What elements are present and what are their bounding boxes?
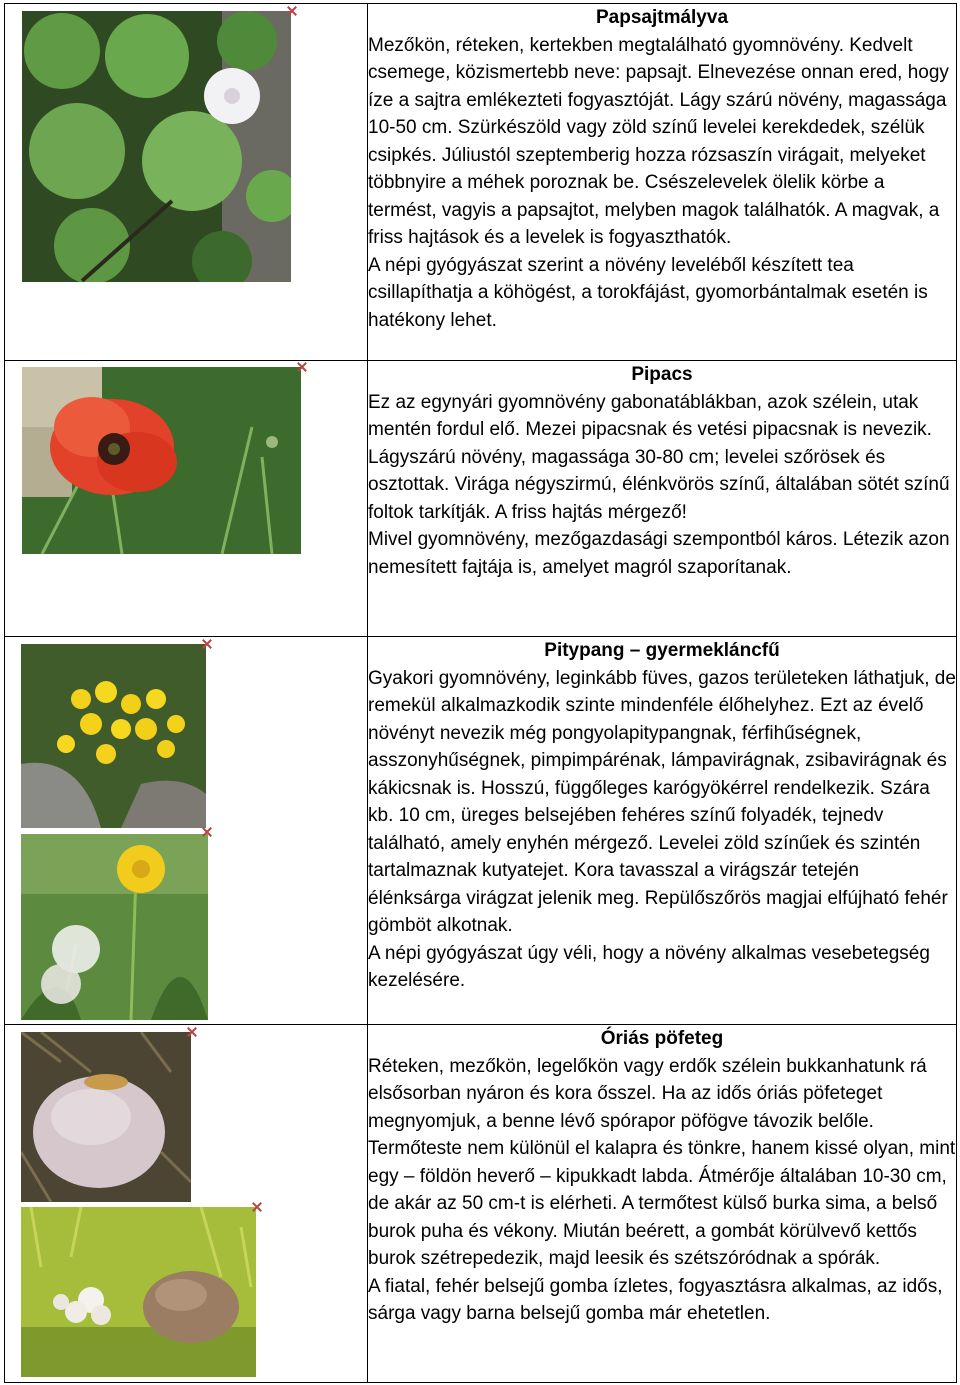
image-marker-icon xyxy=(297,362,307,372)
image-marker-icon xyxy=(202,827,212,837)
table-row xyxy=(5,1025,957,1383)
text-cell xyxy=(368,361,957,637)
section-title: Óriás pöfeteg xyxy=(600,1028,724,1049)
image-marker-icon xyxy=(252,1202,262,1212)
poppy-photo xyxy=(22,367,301,554)
image-cell xyxy=(5,637,368,1025)
text-cell xyxy=(368,1025,957,1383)
text-cell xyxy=(368,4,957,361)
image-cell xyxy=(5,361,368,637)
table-row xyxy=(5,637,957,1025)
image-marker-icon xyxy=(287,6,297,16)
image-cell xyxy=(5,4,368,361)
section-paragraph: Ez az egynyári gyomnövény gabonatáblákban, azok szélein, utak mentén fordul elő. Mezei pipacsnak és vetési pipacsnak is nevezik. xyxy=(368,391,932,440)
section-title: Pitypang – gyermekláncfű xyxy=(544,640,780,661)
section-paragraph: Mivel gyomnövény, mezőgazdasági szempontból káros. Létezik azon nemesített fajtája is, amelyet magról szaporítanak. xyxy=(368,529,950,578)
section-paragraph: Termőteste nem különül el kalapra és tönkre, hanem kissé olyan, mint egy – földön heverő – kipukkadt labda. Átmérője általában 10-30 cm, de akár az 50 cm-t is elérheti. A termőtest külső burka sima, a belső burok puha és vékony. Miután beérett, a gombát körülvevő kettős burok szétrepedezik, majd leesik és szétszóródnak a spórák. xyxy=(368,1138,956,1269)
section-paragraph: Gyakori gyomnövény, leginkább füves, gazos területeken láthatjuk, de remekül alkalmazkodik szinte mindenféle élőhelyhez. Ezt az évelő növényt nevezik még pongyolapitypangnak, férfihűségnek, asszonyhűségnek, pimpimpárénak, lámpavirágnak, zsibavirágnak és kákicsnak is. Hosszú, függőleges karógyökérrel rendelkezik. Szára kb. 10 cm, üreges belsejében fehéres színű folyadék, tejnedv található, amely enyhén mérgező. Levelei zöld színűek és szintén tartalmaznak kutyatejet. Kora tavasszal a virágszár tetején élénksárga virágzat jelenik meg. Repülőszőrös magjai elfújható fehér gömböt alkotnak. xyxy=(368,667,956,936)
table-row xyxy=(5,361,957,637)
puffball-photo xyxy=(21,1032,191,1202)
section-title: Pipacs xyxy=(631,364,693,385)
section-paragraph: Mezőkön, réteken, kertekben megtalálható gyomnövény. Kedvelt csemege, közismertebb neve: papsajt. Elnevezése onnan ered, hogy íze a sajtra emlékezteti fogyasztóját. Lágy szárú növény, magassága 10-50 cm. Szürkészöld vagy zöld színű levelei kerekdedek, szélük csipkés. Júliustól szeptemberig hozza rózsaszín virágait, melyeket többnyire a méhek poroznak be. Csészelevelek ölelik körbe a termést, vagyis a papsajtot, melyben magok találhatók. A magvak, a friss hajtások és a levelek is fogyaszthatók. xyxy=(368,34,949,248)
section-paragraph: A fiatal, fehér belsejű gomba ízletes, fogyasztásra alkalmas, az idős, sárga vagy barna belsejű gomba már ehetetlen. xyxy=(368,1275,943,1324)
section-paragraph: A népi gyógyászat szerint a növény leveléből készített tea csillapíthatja a köhögést, a torokfájást, gyomorbántalmak esetén is hatékony lehet. xyxy=(368,254,928,331)
plant-table xyxy=(4,3,957,1383)
text-cell xyxy=(368,637,957,1025)
mallow-photo xyxy=(22,11,291,282)
image-marker-icon xyxy=(187,1027,197,1037)
section-paragraph: Lágyszárú növény, magassága 30-80 cm; levelei szőrösek és osztottak. Virága négyszirmú, élénkvörös színű, általában sötét színű foltok tarkítják. A friss hajtás mérgező! xyxy=(368,446,950,523)
image-cell xyxy=(5,1025,368,1383)
puffballs-in-grass-photo xyxy=(21,1207,256,1377)
section-title: Papsajtmályva xyxy=(595,7,729,28)
table-row xyxy=(5,4,957,361)
section-paragraph: A népi gyógyászat úgy véli, hogy a növény alkalmas vesebetegség kezelésére. xyxy=(368,942,930,991)
dandelion-flowers-photo xyxy=(21,644,206,828)
image-marker-icon xyxy=(202,639,212,649)
dandelion-seedheads-photo xyxy=(21,834,208,1020)
section-paragraph: Réteken, mezőkön, legelőkön vagy erdők szélein bukkanhatunk rá elsősorban nyáron és kora ősszel. Ha az idős óriás pöfeteget megnyomjuk, a benne lévő spórapor pöfögve távozik belőle. xyxy=(368,1055,927,1132)
